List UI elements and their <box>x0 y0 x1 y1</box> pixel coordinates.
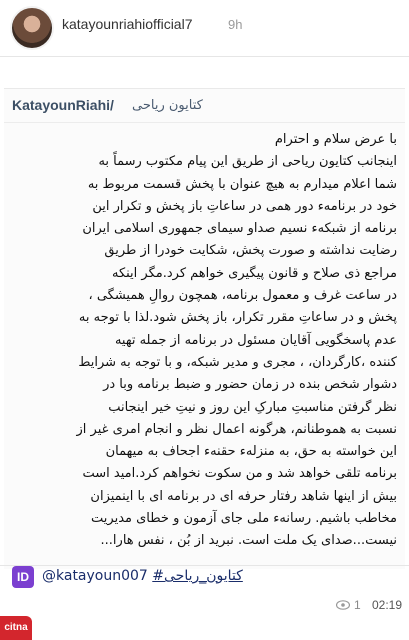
message-line: کننده ،کارگردان، ، مجری و مدیر شبکه، و با توجه به شرایط <box>78 354 397 370</box>
message-line: این خواسته به حق، به منزله‌ء حقنه‌ء اجحاف به میهمان <box>105 444 397 460</box>
footer-divider <box>0 565 409 566</box>
message-line: در ساعت غرف و معمول برنامه، همچون روالِ همیشگی ، <box>88 288 397 304</box>
message-line: مراجع ذی صلاح و قانون پیگیری خواهم کرد.مگر اینکه <box>111 265 397 281</box>
message-line: دشوار شخص بنده در زمان حضور و ضبط برنامه وبا در <box>103 377 397 393</box>
message-line: نسبت به هموطنانم، هرگونه اعمال نظر و انجام امری غیر از <box>76 421 397 437</box>
hashtag-link[interactable]: #کتایون_ریاحی <box>152 568 243 584</box>
message-line: رضایت نداشته و صورت پخش، شکایت خودرا از طریق <box>104 243 397 259</box>
message-line: مخاطب باشیم. رسانه‌ء ملی جای آزمون و خطای مدیریت <box>91 511 397 527</box>
clock: 02:19 <box>372 598 403 612</box>
handle-english: KatayounRiahi/ <box>12 97 114 113</box>
message-line: برنامه از شبکه‌ء نسیم صداو سیمای جمهوری اسلامی ایران <box>82 221 397 237</box>
message-line: عدم پاسخگویی آقایان مسئول در برنامه از جمله تهیه <box>114 332 397 348</box>
quoted-message-card <box>4 88 405 569</box>
card-divider <box>4 122 405 123</box>
footer-tags <box>42 568 243 584</box>
post-header <box>0 0 409 57</box>
message-line: اینجانب کتایون ریاحی از طریق این پیام مکتوب رسماً به <box>98 154 397 170</box>
view-count: 1 <box>354 598 361 612</box>
message-line: بیش از اینها شاهد رفتار حرفه ای در برنامه ای با اینمیزان <box>90 488 397 504</box>
message-line: پخش و در ساعاتِ مقرر تکرار، باز پخش شود.لذا با توجه به <box>78 310 397 326</box>
citna-logo: citna <box>0 616 32 640</box>
avatar[interactable] <box>10 6 54 50</box>
mention-link[interactable]: @katayoun007 <box>42 568 148 584</box>
message-line: با عرض سلام و احترام <box>274 132 397 147</box>
message-line: خود در برنامه‌ء دور همی در ساعاتِ باز پخش و تکرار این <box>92 198 397 214</box>
handle-persian: کتایون ریاحی <box>132 98 203 113</box>
message-body <box>12 129 397 553</box>
post-time: 9h <box>228 17 243 32</box>
message-line: برنامه تلقی خواهد شد و من سکوت نخواهم کرد.امید است <box>82 466 397 482</box>
message-line: شما اعلام میدارم به هیچ عنوان با پخش قسمت مربوط به <box>87 176 397 192</box>
id-icon: ID <box>12 566 34 588</box>
message-line: نظر گرفتن مناسبتِ مبارکِ این روز و نیتِ خیر اینجانب <box>108 399 397 415</box>
username[interactable]: katayounriahiofficial7 <box>62 16 193 32</box>
eye-icon <box>336 600 350 610</box>
message-line: نیست...صدای یک ملت است. نبرید از بُن ، نفس هارا... <box>100 533 397 549</box>
